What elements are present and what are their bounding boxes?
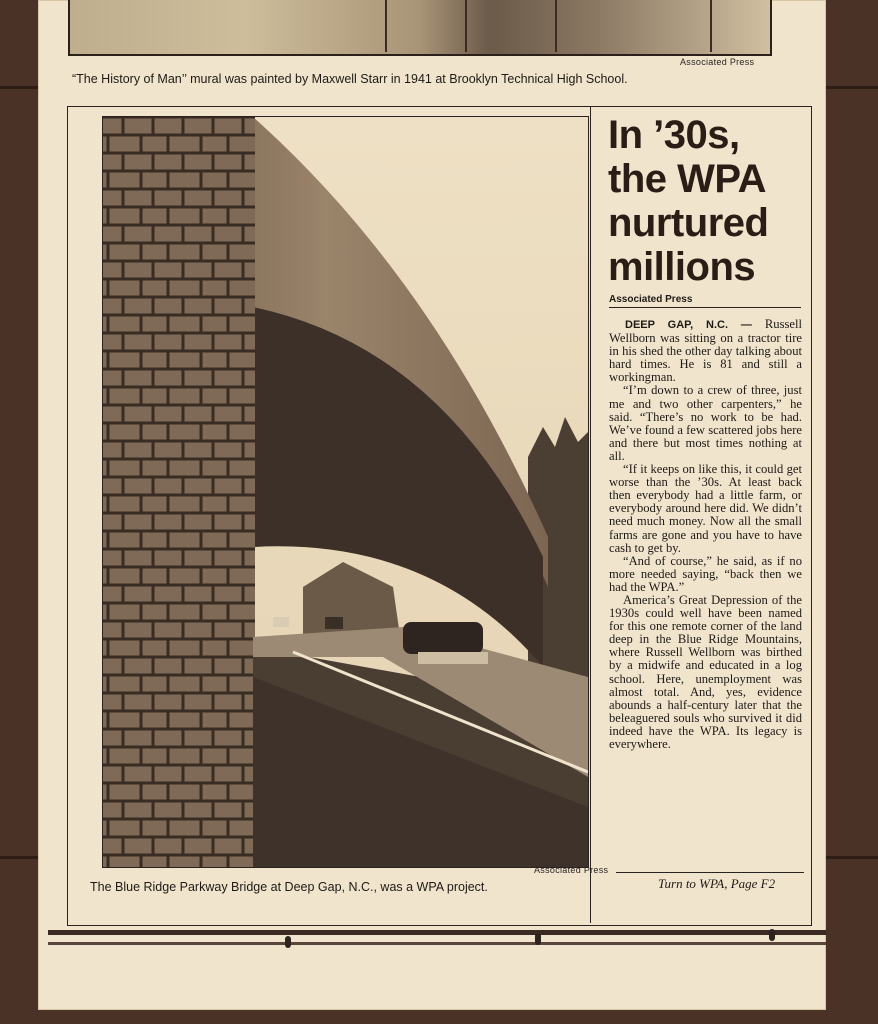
bridge-photo-caption: The Blue Ridge Parkway Bridge at Deep Gap, N.C., was a WPA project. (90, 880, 488, 894)
fold-crease (48, 942, 826, 945)
bridge-photo-credit: Associated Press (534, 865, 609, 875)
article-byline: Associated Press (609, 294, 801, 308)
article-paragraph: “If it keeps on like this, it could get worse than the ’30s. At least back then everybody had a little farm, or everybody around here did. We didn’t need much money. Now all the small farms are gone and you have to have cash to get by. (609, 462, 802, 555)
article-headline: In ’30s, the WPA nurtured millions (608, 113, 769, 289)
jump-rule (616, 872, 804, 873)
mural-photo-credit: Associated Press (680, 57, 755, 67)
pushpin (285, 936, 291, 948)
pushpin (769, 929, 775, 941)
newspaper-clipping (38, 0, 826, 1010)
mural-photo-caption: “The History of Man’’ mural was painted by Maxwell Starr in 1941 at Brooklyn Technical High School. (72, 72, 628, 86)
article-paragraph: DEEP GAP, N.C. — Russell Wellborn was sitting on a tractor tire in his shed the other day talking about hard times. He is 81 and still a workingman. (609, 317, 802, 385)
article-frame (67, 106, 812, 926)
jump-line: Turn to WPA, Page F2 (658, 876, 776, 891)
article-dateline: DEEP GAP, N.C. — (625, 319, 752, 331)
article-paragraph: “And of course,” he said, as if no more needed saying, “back then we had the WPA.” (609, 553, 802, 594)
mural-photo (68, 0, 772, 56)
pushpin (535, 933, 541, 945)
article-body (609, 318, 802, 751)
fold-crease (48, 930, 826, 935)
article-paragraph: “I’m down to a crew of three, just me and two other carpenters,” he said. “There’s no work to be had. We’ve found a few scattered jobs here and there but most times nothing at all. (609, 383, 802, 463)
bridge-photo (102, 116, 589, 868)
column-rule (590, 107, 591, 923)
article-paragraph: America’s Great Depression of the 1930s could well have been named for this one remote corner of the land deep in the Blue Ridge Mountains, where Russell Wellborn was birthed by a midwife and educated in a log school. Here, unemployment was almost total. And, yes, evidence abounds a half-century later that the beleaguered souls who survived it did indeed have the WPA. Its legacy is everywhere. (609, 592, 802, 751)
